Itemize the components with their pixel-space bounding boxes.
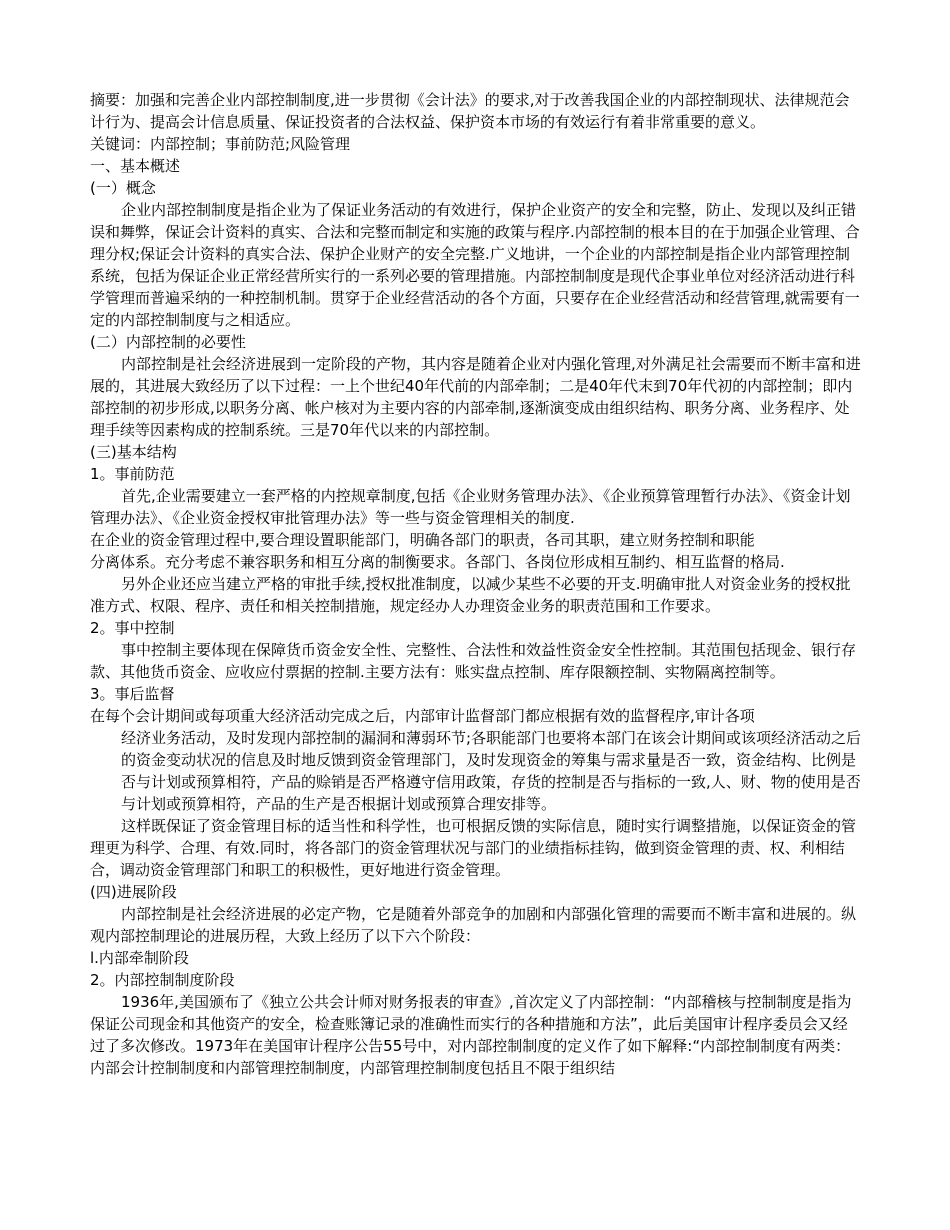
item-internal-control-system-stage: 2。内部控制制度阶段	[90, 971, 235, 989]
paragraph-departments-line1: 在企业的资金管理过程中,要合理设置职能部门，明确各部门的职责，各司其职，建立财务控制和职能	[90, 531, 755, 549]
abstract-paragraph: 摘要：加强和完善企业内部控制制度,进一步贯彻《会计法》的要求,对于改善我国企业的内部控制现状、法律规范会计行为、提高会计信息质量、保证投资者的合法权益、保护资本市场的有效运行有着非常重要的意义。	[90, 91, 850, 131]
paragraph-necessity: 内部控制是社会经济进展到一定阶段的产物，其内容是随着企业对内强化管理,对外满足社会需要而不断丰富和进展的，其进展大致经历了以下过程：一上个世纪40年代前的内部牵制；二是40年代末到70年代初的内部控制；即内部控制的初步形成,以职务分离、帐户核对为主要内容的内部牵制,逐渐演变成由组织结构、职务分离、业务程序、处理手续等因素构成的控制系统。三是70年代以来的内部控制。	[90, 355, 861, 439]
subheading-concept: (一）概念	[90, 179, 156, 197]
paragraph-audit-line1: 在每个会计期间或每项重大经济活动完成之后，内部审计监督部门都应根据有效的监督程序,审计各项	[90, 707, 755, 725]
paragraph-approval: 另外企业还应当建立严格的审批手续,授权批准制度，以减少某些不必要的开支.明确审批人对资金业务的授权批准方式、权限、程序、责任和相关控制措施，规定经办人办理资金业务的职责范围和工作要求。	[90, 575, 851, 615]
item-post-supervision: 3。事后监督	[90, 685, 175, 703]
paragraph-departments-line2: 分离体系。充分考虑不兼容职务和相互分离的制衡要求。各部门、各岗位形成相互制约、相互监督的格局.	[90, 553, 785, 571]
subheading-necessity: (二）内部控制的必要性	[90, 333, 246, 351]
keywords-line: 关键词：内部控制；事前防范;风险管理	[90, 135, 351, 153]
paragraph-rules: 首先,企业需要建立一套严格的内控规章制度,包括《企业财务管理办法》、《企业预算管理暂行办法》、《资金计划管理办法》、《企业资金授权审批管理办法》等一些与资金管理相关的制度.	[90, 487, 851, 527]
paragraph-1936: 1936年,美国颁布了《独立公共会计师对财务报表的审查》,首次定义了内部控制：“内部稽核与控制制度是指为保证公司现金和其他资产的安全，检查账簿记录的准确性而实行的各种措施和方法”，此后美国审计程序委员会又经过了多次修改。1973年在美国审计程序公告55号中，对内部控制制度的定义作了如下解释:“内部控制制度有两类：内部会计控制制度和内部管理控制制度，内部管理控制制度包括且不限于组织结	[90, 993, 852, 1077]
item-in-process-control: 2。事中控制	[90, 619, 175, 637]
paragraph-in-process-control: 事中控制主要体现在保障货币资金安全性、完整性、合法性和效益性资金安全性控制。其范围包括现金、银行存款、其他货币资金、应收应付票据的控制.主要方法有：账实盘点控制、库存限额控制、实物隔离控制等。	[90, 641, 857, 681]
item-prevention: 1。事前防范	[90, 465, 175, 483]
section-heading-overview: 一、基本概述	[90, 157, 181, 175]
item-internal-check-stage: l.内部牵制阶段	[90, 949, 189, 967]
paragraph-audit-rest: 经济业务活动，及时发现内部控制的漏洞和薄弱环节;各职能部门也要将本部门在该会计期间或该项经济活动之后的资金变动状况的信息及时地反馈到资金管理部门，及时发现资金的筹集与需求量是否一致，资金结构、比例是否与计划或预算相符，产品的赊销是否严格遵守信用政策，存货的控制是否与指标的一致,人、财、物的使用是否与计划或预算相符，产品的生产是否根据计划或预算合理安排等。	[121, 729, 862, 813]
document-page	[90, 89, 862, 1079]
subheading-stages: (四)进展阶段	[90, 883, 177, 901]
paragraph-stages: 内部控制是社会经济进展的必定产物，它是随着外部竞争的加剧和内部强化管理的需要而不断丰富和进展的。纵观内部控制理论的进展历程，大致上经历了以下六个阶段：	[90, 905, 857, 945]
paragraph-concept: 企业内部控制制度是指企业为了保证业务活动的有效进行，保护企业资产的安全和完整，防止、发现以及纠正错误和舞弊，保证会计资料的真实、合法和完整而制定和实施的政策与程序.内部控制的根本目的在于加强企业管理、合理分权;保证会计资料的真实合法、保护企业财产的安全完整.广义地讲，一个企业的内部控制是指企业内部管理控制系统，包括为保证企业正常经营所实行的一系列必要的管理措施。内部控制制度是现代企事业单位对经济活动进行科学管理而普遍采纳的一种控制机制。贯穿于企业经营活动的各个方面，只要存在企业经营活动和经营管理,就需要有一定的内部控制制度与之相适应。	[90, 201, 860, 329]
subheading-structure: (三)基本结构	[90, 443, 177, 461]
paragraph-feedback: 这样既保证了资金管理目标的适当性和科学性，也可根据反馈的实际信息，随时实行调整措施，以保证资金的管理更为科学、合理、有效.同时，将各部门的资金管理状况与部门的业绩指标挂钩，做到资金管理的责、权、利相结合，调动资金管理部门和职工的积极性，更好地进行资金管理。	[90, 817, 857, 879]
